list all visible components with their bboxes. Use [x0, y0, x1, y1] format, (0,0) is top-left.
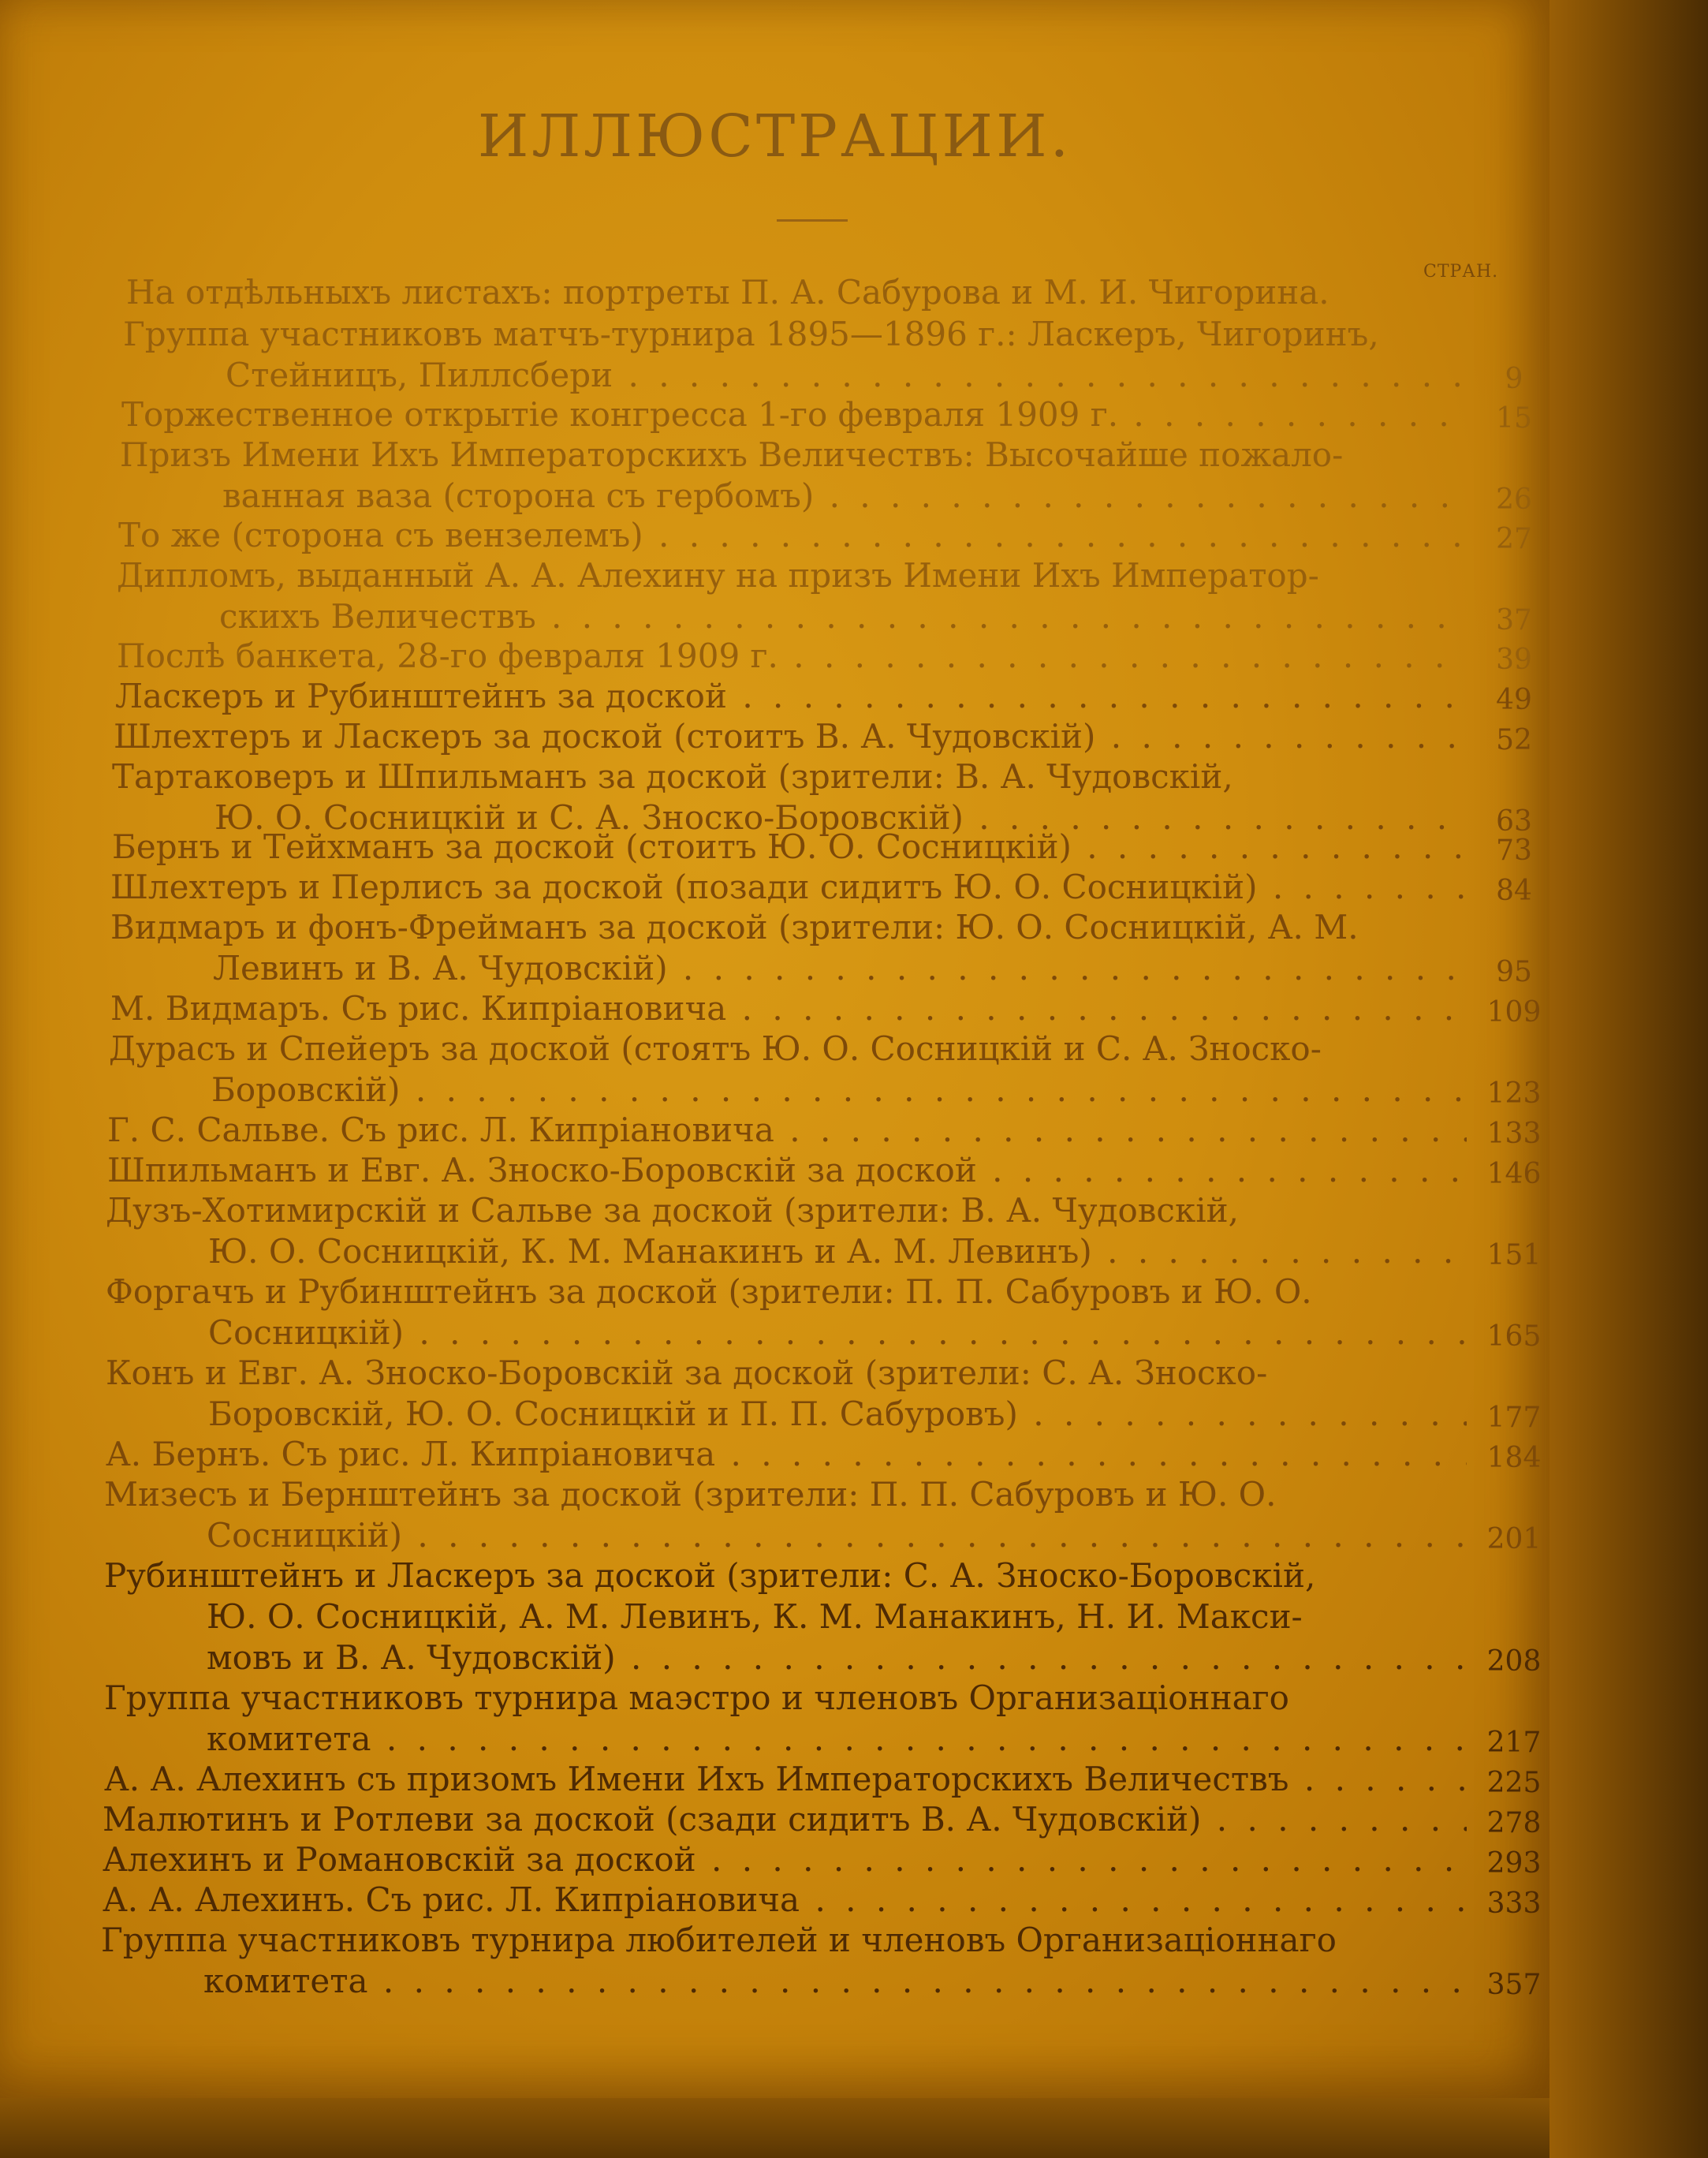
entry-text-line: Боровскій, Ю. О. Сосницкій и П. П. Сабуровъ) . . . [106, 1394, 1467, 1435]
entry-text-line: Ю. О. Сосницкій, А. М. Левинъ, К. М. Манакинъ, Н. И. Макси- [207, 1597, 1303, 1636]
illustration-entry [103, 1839, 1467, 1880]
entry-text-line: На отдѣльныхъ листахъ: портреты П. А. Сабурова и М. И. Чигорина. [126, 273, 1329, 312]
entry-page-number: 52 [1496, 724, 1532, 756]
entry-page-number: 37 [1496, 604, 1532, 637]
entry-page-number: 201 [1486, 1523, 1542, 1555]
illustration-entry [104, 1678, 1467, 1760]
entry-text-line: Призъ Имени Ихъ Императорскихъ Величествъ: Высочайше пожало- [120, 435, 1344, 474]
entry-page-number: 333 [1486, 1887, 1542, 1920]
illustration-entry [110, 867, 1467, 908]
entry-text-line: Тартаковеръ и Шпильманъ за доской (зрители: В. А. Чудовскій, [112, 757, 1233, 796]
entry-text-line: Послѣ банкета, 28-го февраля 1909 г. . . . [117, 636, 1467, 677]
entry-text-line: Стейницъ, Пиллсбери . . . [123, 355, 1467, 396]
entry-page-number: 225 [1486, 1767, 1542, 1799]
illustration-entry [117, 636, 1467, 677]
illustration-entry [115, 676, 1467, 717]
entry-page-number: 63 [1496, 805, 1532, 838]
entry-text-line: М. Видмаръ. Съ рис. Кипріановича . . . [110, 988, 1467, 1029]
illustration-entry [103, 1880, 1467, 1921]
entry-page-number: 217 [1486, 1727, 1542, 1759]
illustration-entry [117, 555, 1467, 637]
entry-page-number: 109 [1486, 996, 1542, 1029]
entry-page-number: 293 [1486, 1847, 1542, 1880]
illustration-entry [112, 827, 1467, 868]
entry-page-number: 27 [1496, 523, 1532, 555]
entry-text-line: Г. С. Сальве. Съ рис. Л. Кипріановича . . . [107, 1110, 1467, 1151]
entry-text-line: Торжественное открытіе конгресса 1-го февраля 1909 г. . . . [121, 394, 1467, 435]
entry-text-line: комитета . . . [104, 1719, 1467, 1760]
illustration-entry [106, 1271, 1467, 1353]
entry-text-line: Ю. О. Сосницкій и С. А. Зноско-Боровскій) . . . [112, 797, 1467, 838]
entry-text-line: Боровскій) . . . [109, 1070, 1467, 1111]
illustration-entry [106, 1353, 1467, 1435]
entry-page-number: 146 [1486, 1158, 1542, 1190]
entry-text-line: Шлехтеръ и Перлисъ за доской (позади сидитъ Ю. О. Сосницкій) . . . [110, 867, 1467, 908]
illustration-entry [101, 1920, 1467, 2002]
page-title: ИЛЛЮСТРАЦИИ. [477, 103, 1072, 170]
illustration-entry [123, 314, 1467, 396]
entry-page-number: 133 [1486, 1118, 1542, 1150]
entry-text-line: Форгачъ и Рубинштейнъ за доской (зрители: П. П. Сабуровъ и Ю. О. [106, 1272, 1312, 1311]
entry-text-line: Конъ и Евг. А. Зноско-Боровскій за доской (зрители: С. А. Зноско- [106, 1353, 1268, 1392]
illustration-entry [121, 394, 1467, 435]
entry-page-number: 165 [1486, 1320, 1542, 1353]
entry-text-line: А. А. Алехинъ. Съ рис. Л. Кипріановича . . . [103, 1880, 1467, 1921]
entry-page-number: 95 [1496, 956, 1532, 988]
entry-text-line: Алехинъ и Романовскій за доской . . . [103, 1839, 1467, 1880]
illustration-entry [110, 988, 1467, 1029]
entry-page-number: 208 [1486, 1645, 1542, 1678]
entry-text-line: Мизесъ и Бернштейнъ за доской (зрители: П. П. Сабуровъ и Ю. О. [104, 1475, 1277, 1514]
entry-text-line: Сосницкій) . . . [106, 1312, 1467, 1353]
entry-text-line: скихъ Величествъ . . . [117, 596, 1467, 637]
illustration-entry [104, 1474, 1467, 1556]
entry-page-number: 123 [1486, 1077, 1542, 1110]
entry-page-number: 151 [1486, 1239, 1542, 1271]
entry-page-number: 49 [1496, 684, 1532, 716]
entry-text-line: Дипломъ, выданный А. А. Алехину на призъ Имени Ихъ Император- [117, 556, 1319, 595]
entry-text-line: А. Бернъ. Съ рис. Л. Кипріановича . . . [106, 1434, 1467, 1475]
illustration-entry [106, 1190, 1467, 1272]
entry-text-line: Группа участниковъ матчъ-турнира 1895—1896 г.: Ласкеръ, Чигоринъ, [123, 315, 1379, 353]
entry-text-line: Шлехтеръ и Ласкеръ за доской (стоитъ В. А. Чудовскій) . . . [114, 716, 1467, 757]
title-rule [777, 219, 848, 222]
entry-text-line: ванная ваза (сторона съ гербомъ) . . . [120, 476, 1467, 517]
entry-text-line: мовъ и В. А. Чудовскій) . . . [104, 1637, 1467, 1678]
page-edge-shadow [1550, 0, 1708, 2158]
entry-text-line: Рубинштейнъ и Ласкеръ за доской (зрители: С. А. Зноско-Боровскій, [104, 1556, 1316, 1595]
illustration-entry [114, 716, 1467, 757]
entry-text-line: Ю. О. Сосницкій, К. М. Манакинъ и А. М. Левинъ) . . . [106, 1231, 1467, 1272]
entry-text-line: комитета . . . [101, 1961, 1467, 2002]
entry-text-line: Сосницкій) . . . [104, 1515, 1467, 1556]
illustration-entry [110, 907, 1467, 989]
entry-page-number: 278 [1486, 1807, 1542, 1839]
illustration-entry [109, 1029, 1467, 1111]
entry-text-line: Видмаръ и фонъ-Фрейманъ за доской (зрители: Ю. О. Сосницкій, А. М. [110, 908, 1359, 946]
illustration-entry [118, 515, 1467, 556]
entry-page-number: 357 [1486, 1969, 1542, 2001]
illustration-entry [126, 272, 1467, 313]
entry-page-number: 26 [1496, 483, 1532, 516]
illustration-entry [104, 1555, 1467, 1678]
entry-page-number: 184 [1486, 1442, 1542, 1474]
entry-page-number: 39 [1496, 644, 1532, 676]
entry-text-line: А. А. Алехинъ съ призомъ Имени Ихъ Императорскихъ Величествъ . . . [104, 1759, 1467, 1800]
entry-text-line: Шпильманъ и Евг. А. Зноско-Боровскій за доской . . . [107, 1150, 1467, 1191]
entry-text-line: Дузъ-Хотимирскій и Сальве за доской (зрители: В. А. Чудовскій, [106, 1191, 1239, 1230]
entry-page-number: 177 [1486, 1402, 1542, 1434]
illustration-entry [104, 1759, 1467, 1800]
entry-text-line: Левинъ и В. А. Чудовскій) . . . [110, 948, 1467, 989]
illustration-entry [106, 1434, 1467, 1475]
entry-page-number: 84 [1496, 875, 1532, 907]
illustration-entry [103, 1799, 1467, 1840]
entry-text-line: Группа участниковъ турнира маэстро и членовъ Организаціоннаго [104, 1678, 1289, 1717]
entry-text-line: Бернъ и Тейхманъ за доской (стоитъ Ю. О. Сосницкій) . . . [112, 827, 1467, 868]
entry-page-number: 9 [1505, 363, 1523, 395]
entry-text-line: То же (сторона съ вензелемъ) . . . [118, 515, 1467, 556]
illustration-entry [107, 1150, 1467, 1191]
entry-text-line: Группа участниковъ турнира любителей и членовъ Организаціоннаго [101, 1921, 1337, 1959]
illustration-entry [107, 1110, 1467, 1151]
illustration-entry [120, 435, 1467, 517]
entry-page-number: 15 [1496, 402, 1532, 435]
page-bottom-shadow [0, 2098, 1550, 2158]
entry-text-line: Ласкеръ и Рубинштейнъ за доской . . . [115, 676, 1467, 717]
entry-text-line: Малютинъ и Ротлеви за доской (сзади сидитъ В. А. Чудовскій) . . . [103, 1799, 1467, 1840]
entry-text-line: Дурасъ и Спейеръ за доской (стоятъ Ю. О. Сосницкій и С. А. Зноско- [109, 1029, 1322, 1068]
entry-page-number: 73 [1496, 834, 1532, 867]
page-column-header: СТРАН. [1423, 262, 1499, 282]
